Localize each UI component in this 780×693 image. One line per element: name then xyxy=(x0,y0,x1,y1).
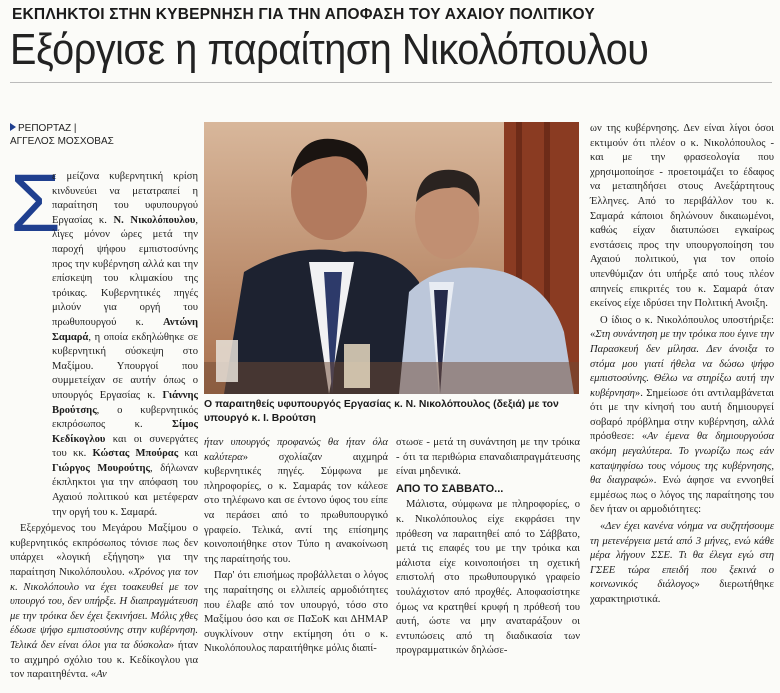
byline-author: ΑΓΓΕΛΟΣ ΜΟΣΧΟΒΑΣ xyxy=(10,136,114,147)
paragraph: Εξερχόμενος του Μεγάρου Μαξίμου ο κυβερνητικός εκπρόσωπος τόνισε πως δεν υπάρχει «λογική εξήγηση» για την παραίτηση Νικολόπουλου. «Χρόνος για τον κ. Νικολόπουλο να έχει τοακευθεί με τον υπουργό του, δεν υπήρξε. Η διαπραγμάτευση με την τρόικα δεν έχει ξεκινήσει. Μόλις χθες έδωσε ψήφο εμπιστοσύνης στην κυβέρνηση. Τελικά δεν είναι όλοι για τα δύσκολα» ήταν το αιχμηρό σχόλιο του κ. Κεδίκογλου για τον παραιτηθέντα. «Αν xyxy=(10,523,198,681)
paragraph: ε μείζονα κυβερνητική κρίση κινδυνεύει να μετατραπεί η παραίτηση του υφυπουργού Εργασίας κ. Ν. Νικολόπουλου, λίγες μόνον ώρες μετά την παροχή ψήφου εμπιστοσύνης προς την κυβέρνηση αλλά και την επίσκεψη του κλιμακίου της τρόικας. Κυβερνητικές πηγές μιλούν για οργή του πρωθυπουργού κ. Αντώνη Σαμαρά, η οποία εκδηλώθηκε σε κυβερνητική σύσκεψη στο Μαξίμου. Υπουργοί που συμμετείχαν σε αυτήν όπως ο υπουργός Εργασίας κ. Γιάννης Βρούτσης, ο κυβερνητικός εκπρόσωπος κ. Σίμος Κεδίκογλου και οι συνεργάτες του κκ. Κώστας Μπούρας και Γιώργος Μουρούτης, δήλωναν έκπληκτοι για την απόφαση του Αχαιού πολιτικού και μετέφεραν την οργή του κ. Σαμαρά. xyxy=(52,171,199,518)
paragraph: Παρ' ότι επισήμως προβάλλεται ο λόγος της παραίτησης οι ελλιπείς αρμοδιότητες που έλαβε από τον υπουργό, τόσο στο Μαξίμου όσο και σε ΠαΣοΚ και ΔΗΜΑΡ συγκλίνουν στην εκτίμηση ότι ο κ. Νικολόπουλος παραιτήθηκε μόλις διαπί- xyxy=(204,570,388,655)
paragraph: ων της κυβέρνησης. Δεν είναι λίγοι όσοι εκτιμούν ότι πλέον ο κ. Νικολόπουλος - και με την φρασεολογία που χρησιμοποίησε - προετοιμάζει το έδαφος να μεταπηδήσει στους Ανεξάρτητους Έλληνες. Από το περιβάλλον του κ. Σαμαρά κάποιοι δηλώνουν δικαιωμένοι, καθώς είχαν διατυπώσει εγκαίρως ενστάσεις προς την υπουργοποίηση του Αχαιού πολιτικού, για τον οποίο υπενθύμιζαν ότι υπήρξε από τους πλέον απηνείς επικριτές του κ. Σαμαρά όταν εκείνος είχε ιδρύσει την Πολιτική Ανοιξη. xyxy=(590,123,774,310)
column-4 xyxy=(590,122,774,610)
paragraph: στωσε - μετά τη συνάντηση με την τρόικα - ότι τα περιθώρια επαναδιαπραγμάτευσης είναι μηδενικά. xyxy=(396,437,580,478)
photo-illustration xyxy=(204,122,579,394)
paragraph: «Δεν έχει κανένα νόημα να συζητήσουμε τη μετενέργεια μετά από 3 μήνες, ενώ κάθε μέρα λήγουν ΣΣΕ. Τι θα έλεγα εγώ στη ΓΣΕΕ τώρα επειδή που ξεκινά ο κοινωνικός διάλογος» διερωτήθηκε χαρακτηριστικά. xyxy=(590,521,774,605)
paragraph: Ο ίδιος ο κ. Νικολόπουλος υποστήριξε: «Στη συνάντηση με την τρόικα που έγινε την Παρασκευή δεν μίλησα. Δεν άνοιξα το στόμα μου γιατί ήθελα να δώσω ψήφο εμπιστοσύνης. Θέλω να στηρίξω αυτή την κυβέρνηση». Σημείωσε ότι αντιλαμβάνεται ότι με την κίνησή του αυτή δημιουργεί σοβαρό πρόβλημα στην κυβέρνηση, αλλά πρόσθεσε: «Αν έμενα θα δημιουργούσα ακόμη μεγαλύτερα. Το γνωρίζω πως εάν καταψηφίσω τους νόμους της κυβέρνησης, θα διαγραφώ». Ενώ άφησε να εννοηθεί εμμέσως πως ο λόγος της παραίτησης του δεν ήταν οι αρμοδιότητες: xyxy=(590,314,774,516)
byline: ΡΕΠΟΡΤΑΖ | ΑΓΓΕΛΟΣ ΜΟΣΧΟΒΑΣ xyxy=(10,123,114,147)
photo-caption: Ο παραιτηθείς υφυπουργός Εργασίας κ. Ν. Νικολόπουλος (δεξιά) με τον υπουργό κ. Ι. Βρούτση xyxy=(204,399,559,424)
byline-section: ΡΕΠΟΡΤΑΖ xyxy=(18,123,72,134)
divider xyxy=(10,82,772,83)
paragraph: Μάλιστα, σύμφωνα με πληροφορίες, ο κ. Νικολόπουλος είχε εκφράσει την πρόθεση να παραιτηθεί από το Σάββατο, μετά τις επαφές του με την τρόικα και μάλιστα είχε κοινοποιήσει τη σχετική επιστολή στο πρωθυπουργικό γραφείο τουλάχιστον από προχθές. Αποφασίστηκε όμως να κρατηθεί κρυφή η πρόθεσή του αυτή, ώστε να μην αναταράξουν οι εντυπώσεις από τη διαδικασία των προγραμματικών δηλώσε- xyxy=(396,499,580,657)
arrow-icon xyxy=(10,123,16,131)
paragraph: ήταν υπουργός προφανώς θα ήταν όλα καλύτερα» σχολίαζαν αιχμηρά κυβερνητικές πηγές. Σύμφωνα με πληροφορίες, ο κ. Σαμαράς τον κάλεσε στο τηλέφωνο και σε έντονο ύφος του είπε να περάσει από το πρωθυπουργικό γραφείο. Τελικά, αντί της επίσημης κοινοποιήθηκε στον Τύπο η ανακοίνωση της παραίτησής του. xyxy=(204,437,388,565)
subheading: ΑΠΟ ΤΟ ΣΑΒΒΑΤΟ... xyxy=(396,482,504,495)
column-3 xyxy=(396,436,580,661)
column-1 xyxy=(10,170,198,685)
column-2 xyxy=(204,436,388,659)
article-photo xyxy=(204,122,579,394)
drop-cap: Σ xyxy=(10,158,61,249)
headline: Εξόργισε η παραίτηση Νικολόπουλου xyxy=(10,25,649,74)
kicker: ΕΚΠΛΗΚΤΟΙ ΣΤΗΝ ΚΥΒΕΡΝΗΣΗ ΓΙΑ ΤΗΝ ΑΠΟΦΑΣΗ ΤΟΥ ΑΧΑΙΟΥ ΠΟΛΙΤΙΚΟΥ xyxy=(12,6,595,23)
